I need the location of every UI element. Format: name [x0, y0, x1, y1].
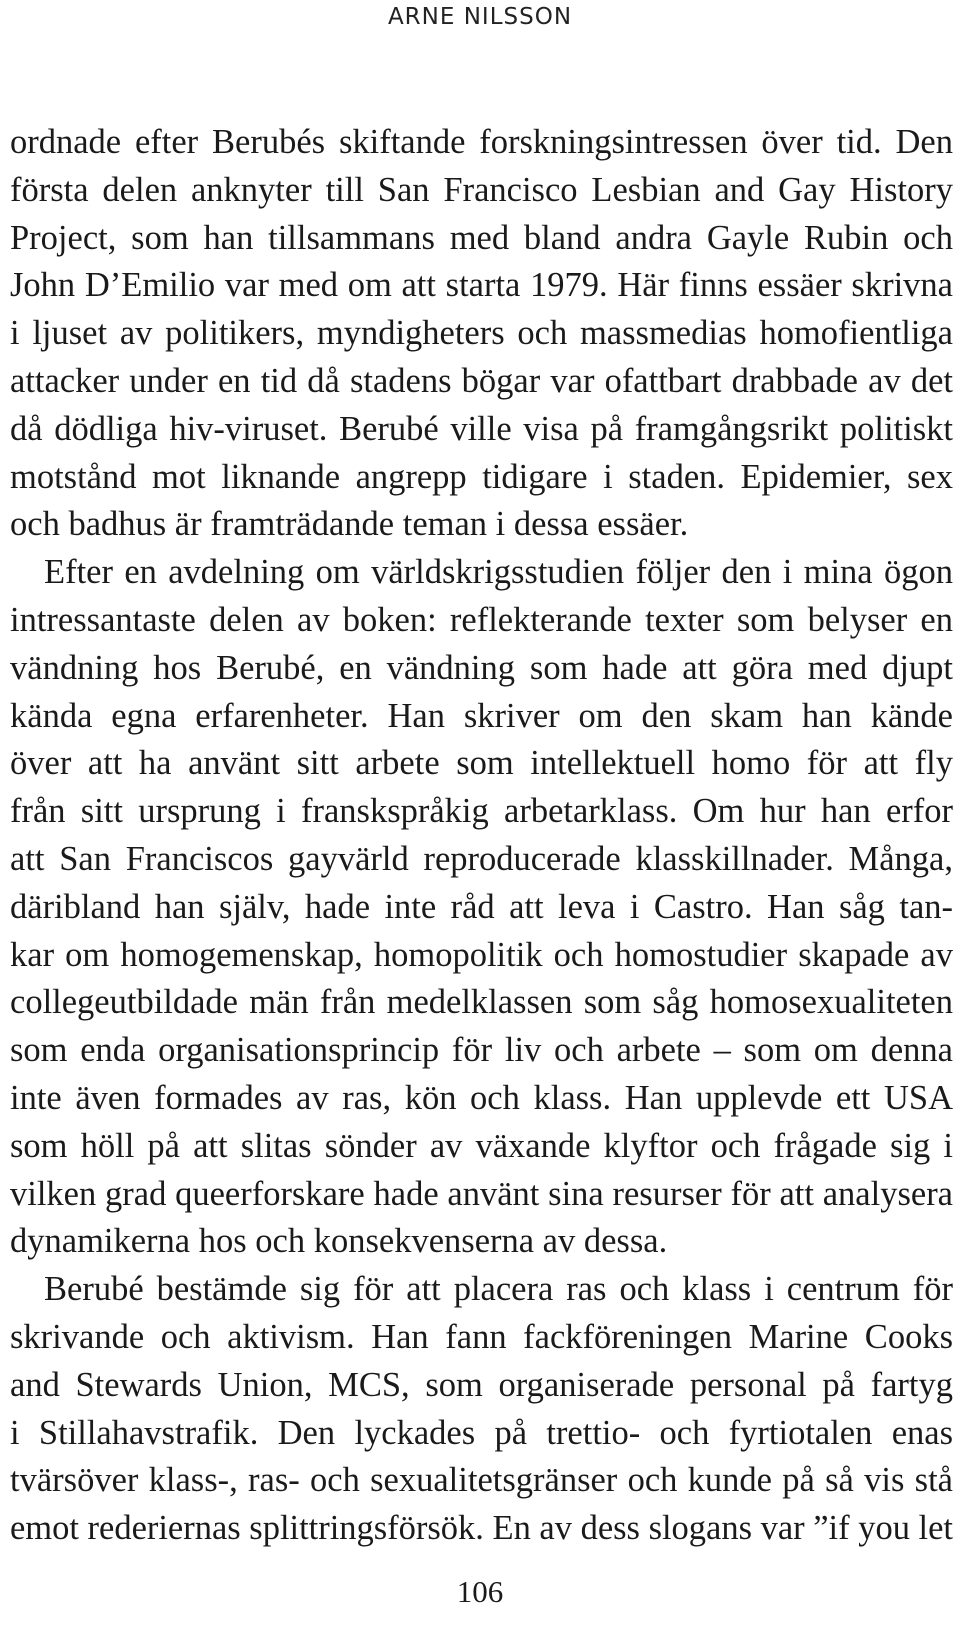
text-line: dynamikerna hos och konsekvenserna av dessa. — [10, 1222, 668, 1261]
text-line: och badhus är framträdande teman i dessa essäer. — [10, 505, 689, 544]
text-line: kar om homogemenskap, homopolitik och homostudier skapade av — [10, 935, 953, 974]
text-line: skrivande och aktivism. Han fann fackföreningen Marine Cooks — [10, 1317, 953, 1356]
text-line: i Stillahavstrafik. Den lyckades på trettio- och fyrtiotalen enas — [10, 1413, 953, 1452]
text-line: att San Franciscos gayvärld reproducerade klasskillnader. Många, — [10, 839, 953, 878]
text-line: då dödliga hiv-viruset. Berubé ville visa på framgångsrikt politiskt — [10, 409, 953, 448]
text-line: Efter en avdelning om världskrigsstudien följer den i mina ögon — [44, 553, 953, 592]
text-line: Project, som han tillsammans med bland andra Gayle Rubin och — [10, 218, 953, 257]
text-line: and Stewards Union, MCS, som organiserade personal på fartyg — [10, 1365, 953, 1404]
text-line: tvärsöver klass-, ras- och sexualitetsgränser och kunde på så vis stå — [10, 1461, 953, 1500]
text-line: som enda organisationsprincip för liv och arbete – som om denna — [10, 1031, 953, 1070]
paragraph-2 — [10, 549, 953, 1266]
text-line: attacker under en tid då stadens bögar var ofattbart drabbade av det — [10, 361, 953, 400]
page-number: 106 — [456, 1574, 504, 1609]
text-line: intressantaste delen av boken: reflekterande texter som belyser en — [10, 600, 953, 639]
text-line: vändning hos Berubé, en vändning som hade att göra med djupt — [10, 648, 953, 687]
text-line: som höll på att slitas sönder av växande klyftor och frågade sig i — [10, 1126, 953, 1165]
body-text — [10, 119, 953, 1553]
paragraph-1 — [10, 119, 953, 549]
text-line: emot rederiernas splittringsförsök. En av dess slogans var ”if you let — [10, 1509, 953, 1548]
text-line: över att ha använt sitt arbete som intellektuell homo för att fly — [10, 744, 953, 783]
text-line: motstånd mot liknande angrepp tidigare i staden. Epidemier, sex — [10, 457, 953, 496]
text-line: vilken grad queerforskare hade använt sina resurser för att analysera — [10, 1174, 953, 1213]
text-line: Berubé bestämde sig för att placera ras och klass i centrum för — [44, 1270, 953, 1309]
text-line: i ljuset av politikers, myndigheters och massmedias homofientliga — [10, 314, 953, 353]
running-head: ARNE NILSSON — [387, 4, 573, 30]
text-line: däribland han själv, hade inte råd att leva i Castro. Han såg tan- — [10, 887, 953, 926]
text-line: ordnade efter Berubés skiftande forskningsintressen över tid. Den — [10, 123, 953, 161]
paragraph-3 — [10, 1266, 953, 1553]
text-line: från sitt ursprung i franskspråkig arbetarklass. Om hur han erfor — [10, 792, 953, 831]
text-line: kända egna erfarenheter. Han skriver om den skam han kände — [10, 696, 953, 735]
text-line: collegeutbildade män från medelklassen som såg homosexualiteten — [10, 983, 953, 1022]
text-line: John D’Emilio var med om att starta 1979. Här finns essäer skrivna — [10, 266, 953, 305]
text-line: inte även formades av ras, kön och klass. Han upplevde ett USA — [10, 1078, 953, 1117]
text-line: första delen anknyter till San Francisco Lesbian and Gay History — [10, 170, 953, 209]
